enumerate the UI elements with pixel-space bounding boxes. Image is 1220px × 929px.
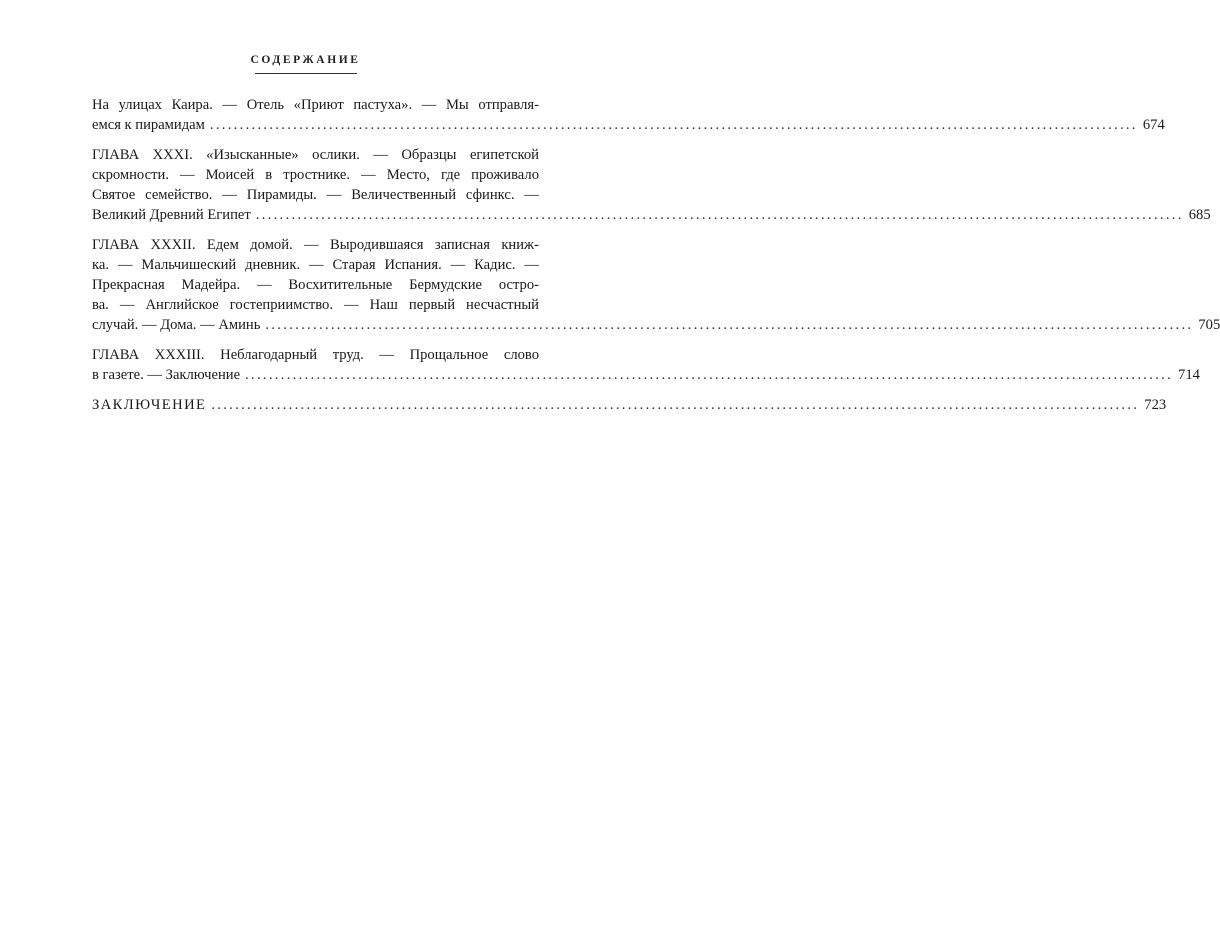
- toc-entry-text: Великий Древний Египет: [92, 207, 251, 223]
- dot-leader: ............................................................................................................................................................: [211, 397, 1140, 413]
- toc-entry-conclusion[interactable]: [92, 395, 1167, 415]
- toc-entry-last-line: [92, 395, 1167, 415]
- page-number: 674: [1142, 117, 1165, 133]
- dot-leader: ............................................................................................................................................................: [209, 117, 1138, 133]
- toc-entry-last-line: [92, 365, 1200, 385]
- dot-leader: ............................................................................................................................................................: [265, 317, 1194, 333]
- toc-entry-line: ва. — Английское гостеприимство. — Наш первый несчастный: [92, 297, 539, 313]
- toc-entry-line: На улицах Каира. — Отель «Приют пастуха». — Мы отправля-: [92, 97, 539, 113]
- toc-entry-text: в газете. — Заключение: [92, 367, 241, 383]
- page-number: 685: [1188, 207, 1211, 223]
- toc-entry-last-line: [92, 205, 1211, 225]
- page-title: СОДЕРЖАНИЕ: [250, 54, 361, 66]
- toc-entry-text: емся к пирамидам: [92, 117, 205, 133]
- page-number: 723: [1144, 397, 1167, 413]
- toc-entry-line: скромности. — Моисей в тростнике. — Место, где проживало: [92, 167, 539, 183]
- table-of-contents: [92, 95, 1220, 425]
- page-number: 705: [1198, 317, 1220, 333]
- toc-entry-text: ЗАКЛЮЧЕНИЕ: [92, 397, 207, 413]
- dot-leader: ............................................................................................................................................................: [255, 207, 1184, 223]
- toc-entry-line: Прекрасная Мадейра. — Восхитительные Бермудские остро-: [92, 277, 539, 293]
- toc-entry-chapter-33[interactable]: [92, 345, 1200, 385]
- toc-entry-chapter-32[interactable]: [92, 235, 1220, 335]
- toc-entry-line: ГЛАВА XXXI. «Изысканные» ослики. — Образцы египетской: [92, 147, 539, 163]
- toc-entry-chapter-31[interactable]: [92, 145, 1211, 225]
- toc-entry-text: случай. — Дома. — Аминь: [92, 317, 261, 333]
- toc-entry-line: Святое семейство. — Пирамиды. — Величественный сфинкс. —: [92, 187, 539, 203]
- toc-entry-line: ГЛАВА XXXIII. Неблагодарный труд. — Прощальное слово: [92, 347, 539, 363]
- toc-entry-last-line: [92, 315, 1220, 335]
- toc-entry-line: ГЛАВА XXXII. Едем домой. — Выродившаяся записная книж-: [92, 237, 539, 253]
- page-number: 714: [1178, 367, 1200, 383]
- toc-entry-last-line: [92, 115, 1165, 135]
- toc-entry-cairo[interactable]: [92, 95, 1165, 135]
- title-underline: [255, 73, 357, 74]
- dot-leader: ............................................................................................................................................................: [245, 367, 1174, 383]
- toc-entry-line: ка. — Мальчишеский дневник. — Старая Испания. — Кадис. —: [92, 257, 539, 273]
- page-header: [0, 54, 611, 74]
